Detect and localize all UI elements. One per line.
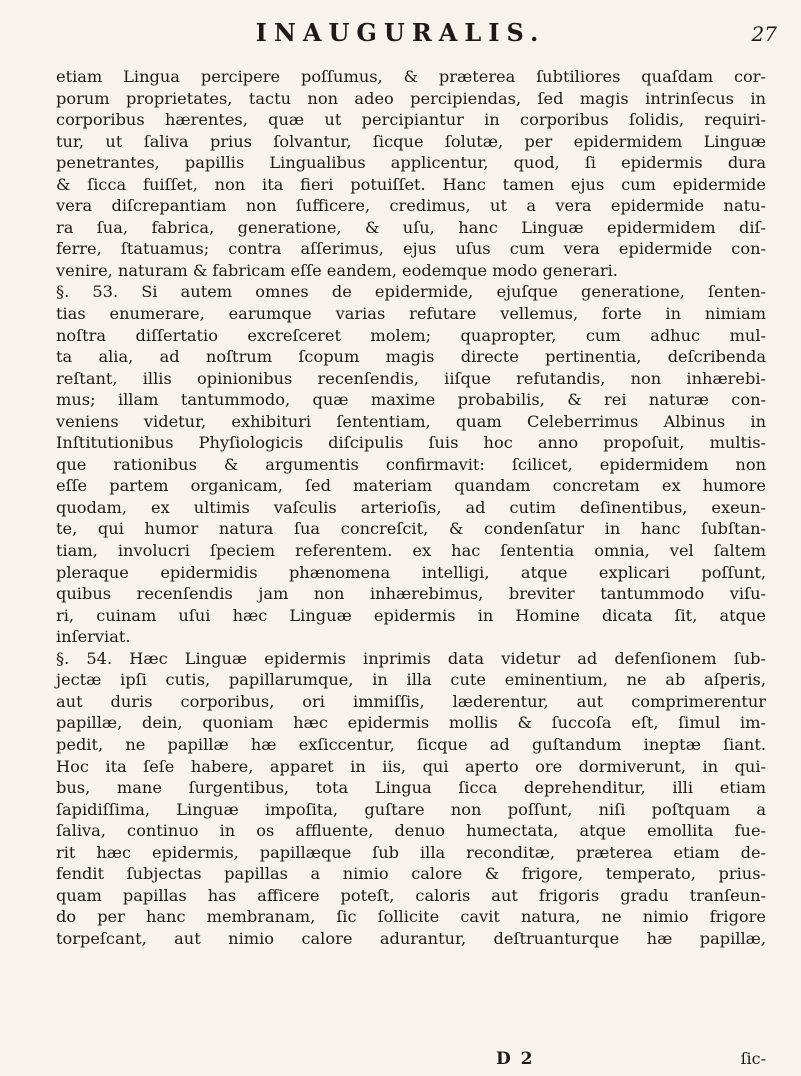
text-line: etiam Lingua percipere poſſumus, & præterea ſubtiliores quaſdam cor- — [56, 67, 766, 86]
page-footer — [56, 1049, 766, 1071]
text-line: bus, mane ſurgentibus, tota Lingua ſicca deprehenditur, illi etiam — [56, 778, 766, 798]
page-header — [0, 18, 801, 48]
text-line: mus; illam tantummodo, quæ maxime probabilis, & rei naturæ con- — [56, 390, 766, 410]
text-line: que rationibus & argumentis confirmavit: ſcilicet, epidermidem non — [56, 454, 766, 474]
text-line: vera diſcrepantiam non ſufficere, credimus, ut a vera epidermide natu- — [56, 196, 766, 216]
text-line: veniens videtur, exhibituri ſententiam, quam Celeberrimus Albinus in — [56, 411, 766, 431]
text-line: te, qui humor natura ſua concreſcit, & condenſatur in hanc ſubſtan- — [56, 519, 766, 539]
text-line: §. 54. Hæc Linguæ epidermis inprimis data videtur ad defenſionem ſub- — [56, 648, 766, 668]
text-line: pleraque epidermidis phænomena intelligi, atque explicari poſſunt, — [56, 562, 766, 582]
text-line: §. 53. Si autem omnes de epidermide, ejuſque generatione, ſenten- — [56, 282, 766, 302]
catchword: ſic- — [740, 1049, 766, 1068]
text-line: noſtra diſſertatio excreſceret molem; quapropter, cum adhuc mul- — [56, 325, 766, 345]
text-line: ſapidiſſima, Linguæ impoſita, guſtare non poſſunt, niſi poſtquam a — [56, 799, 766, 819]
text-line: quodam, ex ultimis vaſculis arterioſis, ad cutim deſinentibus, exeun- — [56, 497, 766, 517]
text-line: tias enumerare, earumque varias refutare vellemus, forte in nimiam — [56, 304, 766, 324]
text-line: do per hanc membranam, ſic ſollicite cavit natura, ne nimio frigore — [56, 907, 766, 927]
text-line: penetrantes, papillis Lingualibus applicentur, quod, ſi epidermis dura — [56, 153, 766, 173]
text-line: quibus recenſendis jam non inhærebimus, breviter tantummodo viſu- — [56, 584, 766, 604]
text-line: ſaliva, continuo in os affluente, denuo humectata, atque emollita fue- — [56, 821, 766, 841]
text-line: jectæ ipſi cutis, papillarumque, in illa cute eminentium, ne ab aſperis, — [56, 670, 766, 690]
text-line: torpeſcant, aut nimio calore adurantur, deſtruanturque hæ papillæ, — [56, 928, 766, 948]
text-line: quam papillas has afficere poteſt, caloris aut frigoris gradu tranſeun- — [56, 885, 766, 905]
page-number: 27 — [751, 22, 777, 46]
text-line: tiam, involucri ſpeciem referentem. ex hac ſententia omnia, vel ſaltem — [56, 541, 766, 561]
text-line: ferre, ſtatuamus; contra aſſerimus, ejus uſus cum vera epidermide con- — [56, 239, 766, 259]
text-line: & ſicca fuiſſet, non ita fieri potuiſſet. Hanc tamen ejus cum epidermide — [56, 174, 766, 194]
text-line: corporibus hærentes, quæ ut percipiantur in corporibus ſolidis, requiri- — [56, 110, 766, 130]
text-line: venire, naturam & fabricam eſſe eandem, eodemque modo generari. — [56, 260, 618, 280]
text-line: aut duris corporibus, ori immiſſis, læderentur, aut comprimerentur — [56, 691, 766, 711]
text-line: fendit ſubjectas papillas a nimio calore & frigore, temperato, prius- — [56, 864, 766, 884]
signature-mark: D 2 — [496, 1049, 535, 1069]
text-line: porum proprietates, tactu non adeo percipiendas, ſed magis intrinſecus in — [56, 88, 766, 108]
text-line: ra ſua, fabrica, generatione, & uſu, hanc Linguæ epidermidem diſ- — [56, 217, 766, 237]
running-head: INAUGURALIS. — [255, 18, 546, 47]
text-line: tur, ut ſaliva prius ſolvantur, ſicque ſolutæ, per epidermidem Linguæ — [56, 131, 766, 151]
text-line: pedit, ne papillæ hæ exſiccentur, ſicque ad guſtandum ineptæ ſiant. — [56, 734, 766, 754]
text-line: ri, cuinam uſui hæc Linguæ epidermis in Homine dicata ſit, atque — [56, 605, 766, 625]
text-line: Inſtitutionibus Phyſiologicis diſcipulis ſuis hoc anno propoſuit, multis- — [56, 433, 766, 453]
text-line: reſtant, illis opinionibus recenſendis, iiſque refutandis, non inhærebi- — [56, 368, 766, 388]
text-line: eſſe partem organicam, ſed materiam quandam concretam ex humore — [56, 476, 766, 496]
text-line: rit hæc epidermis, papillæque ſub illa reconditæ, præterea etiam de- — [56, 842, 766, 862]
text-line: papillæ, dein, quoniam hæc epidermis mollis & ſuccoſa eſt, ſimul im- — [56, 713, 766, 733]
text-line: Hoc ita ſeſe habere, apparet in iis, qui aperto ore dormiverunt, in qui- — [56, 756, 766, 776]
text-line: ta alia, ad noſtrum ſcopum magis directe pertinentia, deſcribenda — [56, 347, 766, 367]
body-text — [56, 66, 766, 949]
text-line: inſerviat. — [56, 627, 131, 647]
